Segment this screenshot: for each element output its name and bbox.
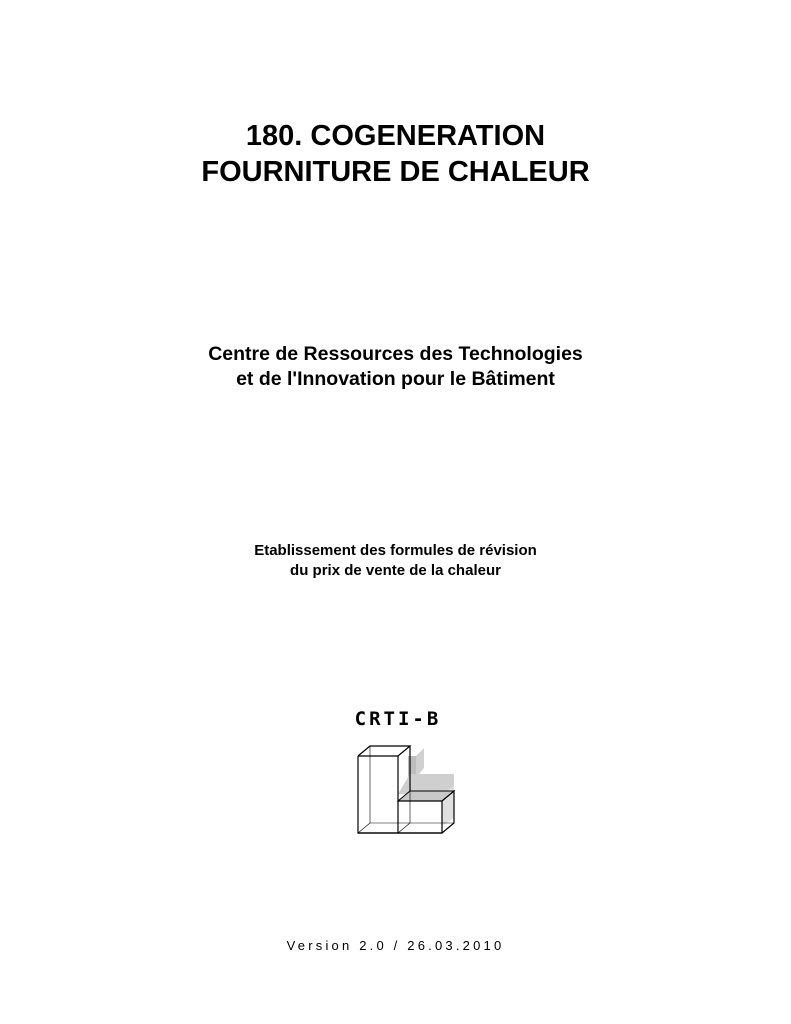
logo-text: CRTI-B: [354, 708, 442, 730]
title-line-1: 180. COGENERATION: [245, 120, 546, 152]
organization-line-2: et de l'Innovation pour le Bâtiment: [236, 368, 555, 390]
document-subject: [0, 541, 791, 581]
organization-line-1: Centre de Ressources des Technologies: [208, 343, 583, 365]
version-label: Version 2.0 / 26.03.2010: [286, 938, 505, 953]
crtib-cube-logo-icon: [346, 708, 466, 844]
crtib-logo: [346, 708, 466, 844]
document-title: [0, 118, 791, 190]
subject-line-2: du prix de vente de la chaleur: [290, 562, 501, 579]
subject-line-1: Etablissement des formules de révision: [254, 542, 537, 559]
organization-name: [0, 342, 791, 392]
title-line-2: FOURNITURE DE CHALEUR: [201, 156, 590, 188]
